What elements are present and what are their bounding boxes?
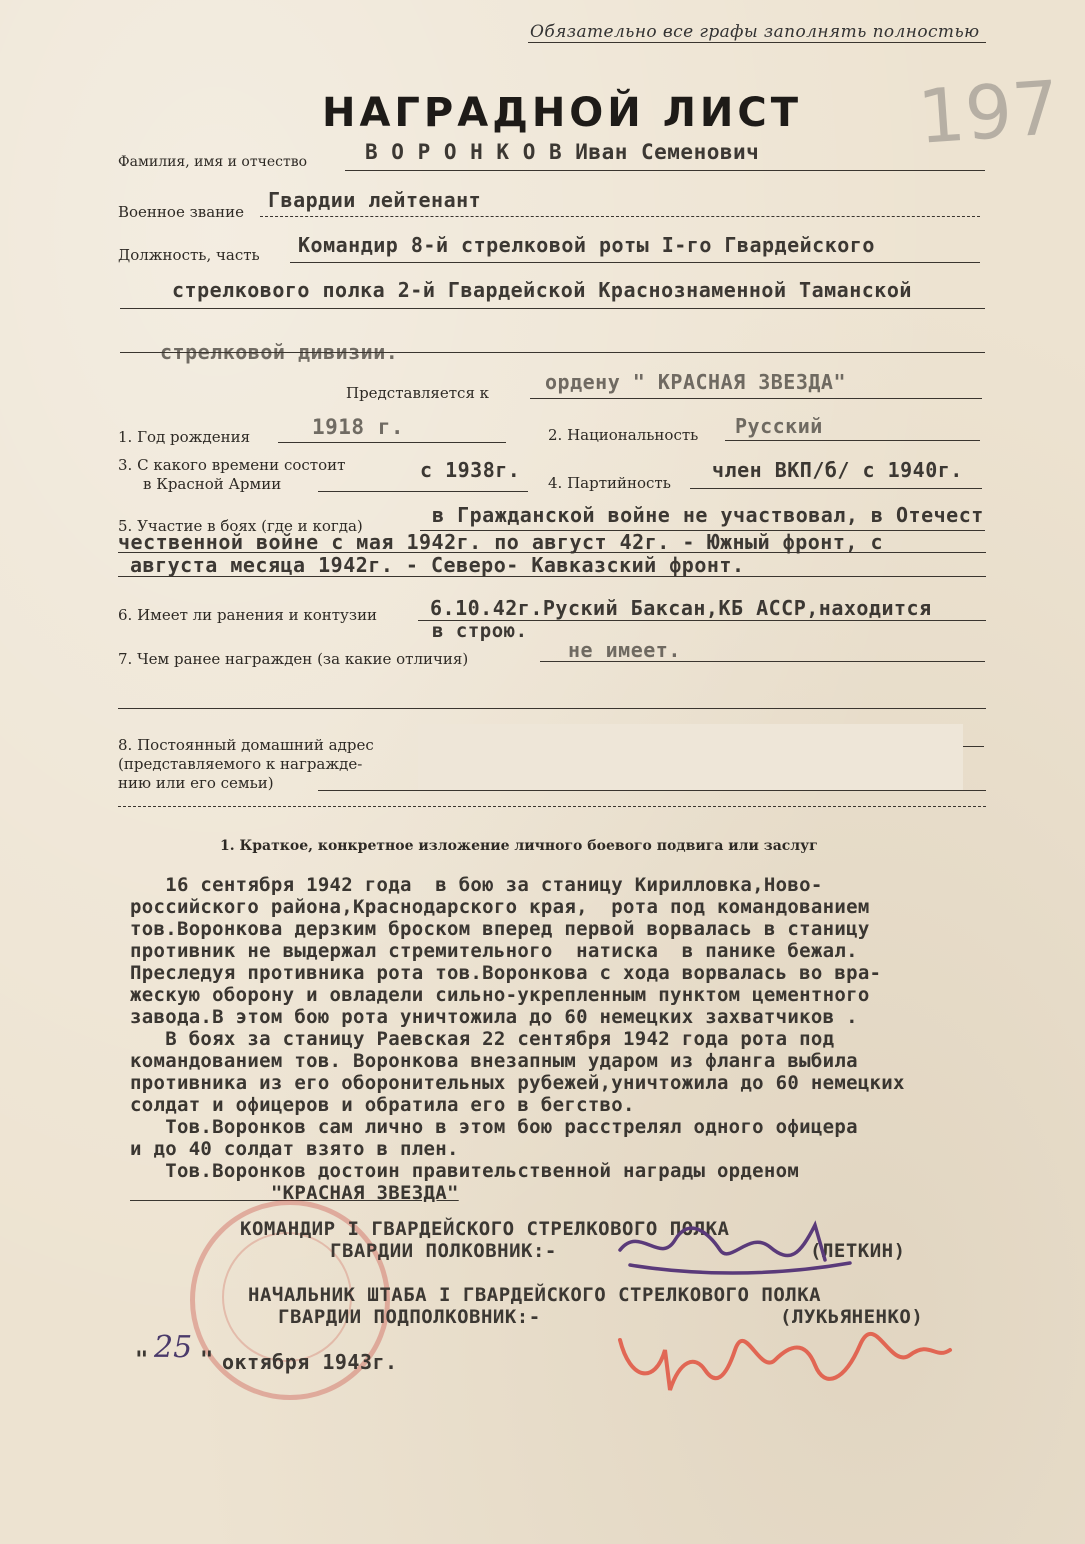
narrative-line: командованием тов. Воронкова внезапным ударом из фланга выбила bbox=[130, 1050, 858, 1072]
position-line-1: Командир 8-й стрелковой роты I-го Гвардейского bbox=[298, 233, 875, 257]
name-line bbox=[345, 170, 985, 171]
nationality-label: 2. Национальность bbox=[548, 426, 699, 444]
narrative-block bbox=[130, 874, 1035, 1204]
wounds-label: 6. Имеет ли ранения и контузии bbox=[118, 606, 378, 624]
award-line bbox=[530, 398, 982, 399]
narrative-line: российского района,Краснодарского края, рота под командованием bbox=[130, 896, 870, 918]
narrative-line: Тов.Воронков достоин правительственной награды орденом bbox=[130, 1160, 800, 1182]
address-label-2: (представляемого к награжде- bbox=[118, 755, 363, 773]
margin-number: 197 bbox=[915, 65, 1063, 161]
chief-of-staff-title: НАЧАЛЬНИК ШТАБА I ГВАРДЕЙСКОГО СТРЕЛКОВОГО ПОЛКА bbox=[248, 1284, 822, 1306]
name-value: В О Р О Н К О В Иван Семенович bbox=[365, 140, 760, 164]
party-line bbox=[690, 488, 982, 489]
commander-name: (ЛЕТКИН) bbox=[810, 1240, 906, 1262]
service-label-1: 3. С какого времени состоит bbox=[118, 456, 346, 474]
battles-label: 5. Участие в боях (где и когда) bbox=[118, 517, 363, 535]
address-label-3: нию или его семьи) bbox=[118, 774, 274, 792]
birth-value: 1918 г. bbox=[312, 415, 405, 439]
section-heading: 1. Краткое, конкретное изложение личного боевого подвига или заслуг bbox=[220, 838, 818, 854]
narrative-line: противника из его оборонительных рубежей,уничтожила до 60 немецких bbox=[130, 1072, 905, 1094]
narrative-line: солдат и офицеров и обратила его в бегство. bbox=[130, 1094, 635, 1116]
award-value: ордену " КРАСНАЯ ЗВЕЗДА" bbox=[545, 370, 846, 394]
position-underline-1 bbox=[290, 262, 980, 263]
address-line-1 bbox=[318, 790, 986, 791]
birth-label: 1. Год рождения bbox=[118, 428, 251, 446]
address-line-2 bbox=[118, 806, 986, 807]
party-label: 4. Партийность bbox=[548, 474, 671, 492]
narrative-line: Преследуя противника рота тов.Воронкова с хода ворвалась во вра- bbox=[130, 962, 882, 984]
birth-line bbox=[278, 442, 506, 443]
service-label-2: в Красной Армии bbox=[143, 475, 282, 493]
prior-awards-label: 7. Чем ранее награжден (за какие отличия) bbox=[118, 650, 469, 668]
narrative-line: "КРАСНАЯ ЗВЕЗДА" bbox=[130, 1182, 459, 1204]
narrative-line: В боях за станицу Раевская 22 сентября 1942 года рота под bbox=[130, 1028, 835, 1050]
wounds-line-2: в строю. bbox=[432, 620, 528, 642]
date-open-quote: " bbox=[135, 1348, 149, 1373]
commander-title: КОМАНДИР I ГВАРДЕЙСКОГО СТРЕЛКОВОГО ПОЛКА bbox=[240, 1218, 730, 1240]
commander-rank: ГВАРДИИ ПОЛКОВНИК:- bbox=[330, 1240, 557, 1262]
award-label: Представляется к bbox=[346, 384, 490, 402]
rank-value: Гвардии лейтенант bbox=[268, 188, 482, 212]
position-line-2: стрелкового полка 2-й Гвардейской Краснознаменной Таманской bbox=[172, 278, 912, 302]
service-line bbox=[318, 491, 528, 492]
commander-signature bbox=[600, 1205, 860, 1285]
prior-awards-line bbox=[540, 661, 985, 662]
narrative-line: Тов.Воронков сам лично в этом бою расстрелял одного офицера bbox=[130, 1116, 858, 1138]
chief-of-staff-signature bbox=[610, 1310, 960, 1405]
address-line-top bbox=[962, 746, 984, 747]
nationality-line bbox=[725, 440, 980, 441]
narrative-line: тов.Воронкова дерзким броском вперед первой ворвалась в станицу bbox=[130, 918, 870, 940]
prior-awards-value: не имеет. bbox=[568, 638, 681, 662]
narrative-line: завода.В этом бою рота уничтожила до 60 немецких захватчиков . bbox=[130, 1006, 858, 1028]
narrative-line: и до 40 солдат взято в плен. bbox=[130, 1138, 459, 1160]
party-value: член ВКП/б/ с 1940г. bbox=[712, 458, 963, 482]
header-note: Обязательно все графы заполнять полностью bbox=[530, 22, 980, 42]
date-close-quote: " bbox=[200, 1348, 214, 1373]
position-underline-2 bbox=[120, 308, 985, 309]
narrative-line: противник не выдержал стремительного натиска в панике бежал. bbox=[130, 940, 858, 962]
date-text: октября 1943г. bbox=[222, 1350, 398, 1374]
address-label-1: 8. Постоянный домашний адрес bbox=[118, 736, 374, 754]
position-underline-3 bbox=[120, 352, 985, 353]
battles-line-3: августа месяца 1942г. - Северо- Кавказский фронт. bbox=[130, 553, 745, 577]
position-line-3: стрелковой дивизии. bbox=[160, 340, 399, 364]
battles-underline-3 bbox=[118, 576, 986, 577]
battles-line-1: в Гражданской войне не участвовал, в Отечест bbox=[432, 503, 984, 527]
wounds-line-1: 6.10.42г.Руский Баксан,КБ АССР,находится bbox=[430, 596, 932, 620]
chief-of-staff-rank: ГВАРДИИ ПОДПОЛКОВНИК:- bbox=[278, 1306, 541, 1328]
rank-label: Военное звание bbox=[118, 203, 245, 221]
position-label: Должность, часть bbox=[118, 246, 260, 264]
narrative-line: жескую оборону и овладели сильно-укрепленным пунктом цементного bbox=[130, 984, 870, 1006]
battles-line-2: чественной войне с мая 1942г. по август 42г. - Южный фронт, с bbox=[118, 530, 884, 554]
address-redaction bbox=[418, 724, 963, 790]
nationality-value: Русский bbox=[735, 414, 823, 438]
rank-line bbox=[260, 216, 980, 217]
header-underline bbox=[528, 42, 986, 43]
service-value: с 1938г. bbox=[420, 458, 521, 482]
narrative-line: 16 сентября 1942 года в бою за станицу Кирилловка,Ново- bbox=[130, 874, 823, 896]
name-label: Фамилия, имя и отчество bbox=[118, 154, 308, 170]
chief-of-staff-name: (ЛУКЬЯНЕНКО) bbox=[780, 1306, 924, 1328]
prior-awards-line-2 bbox=[118, 708, 986, 709]
date-day: 25 bbox=[154, 1330, 193, 1365]
document-title: НАГРАДНОЙ ЛИСТ bbox=[322, 90, 803, 136]
